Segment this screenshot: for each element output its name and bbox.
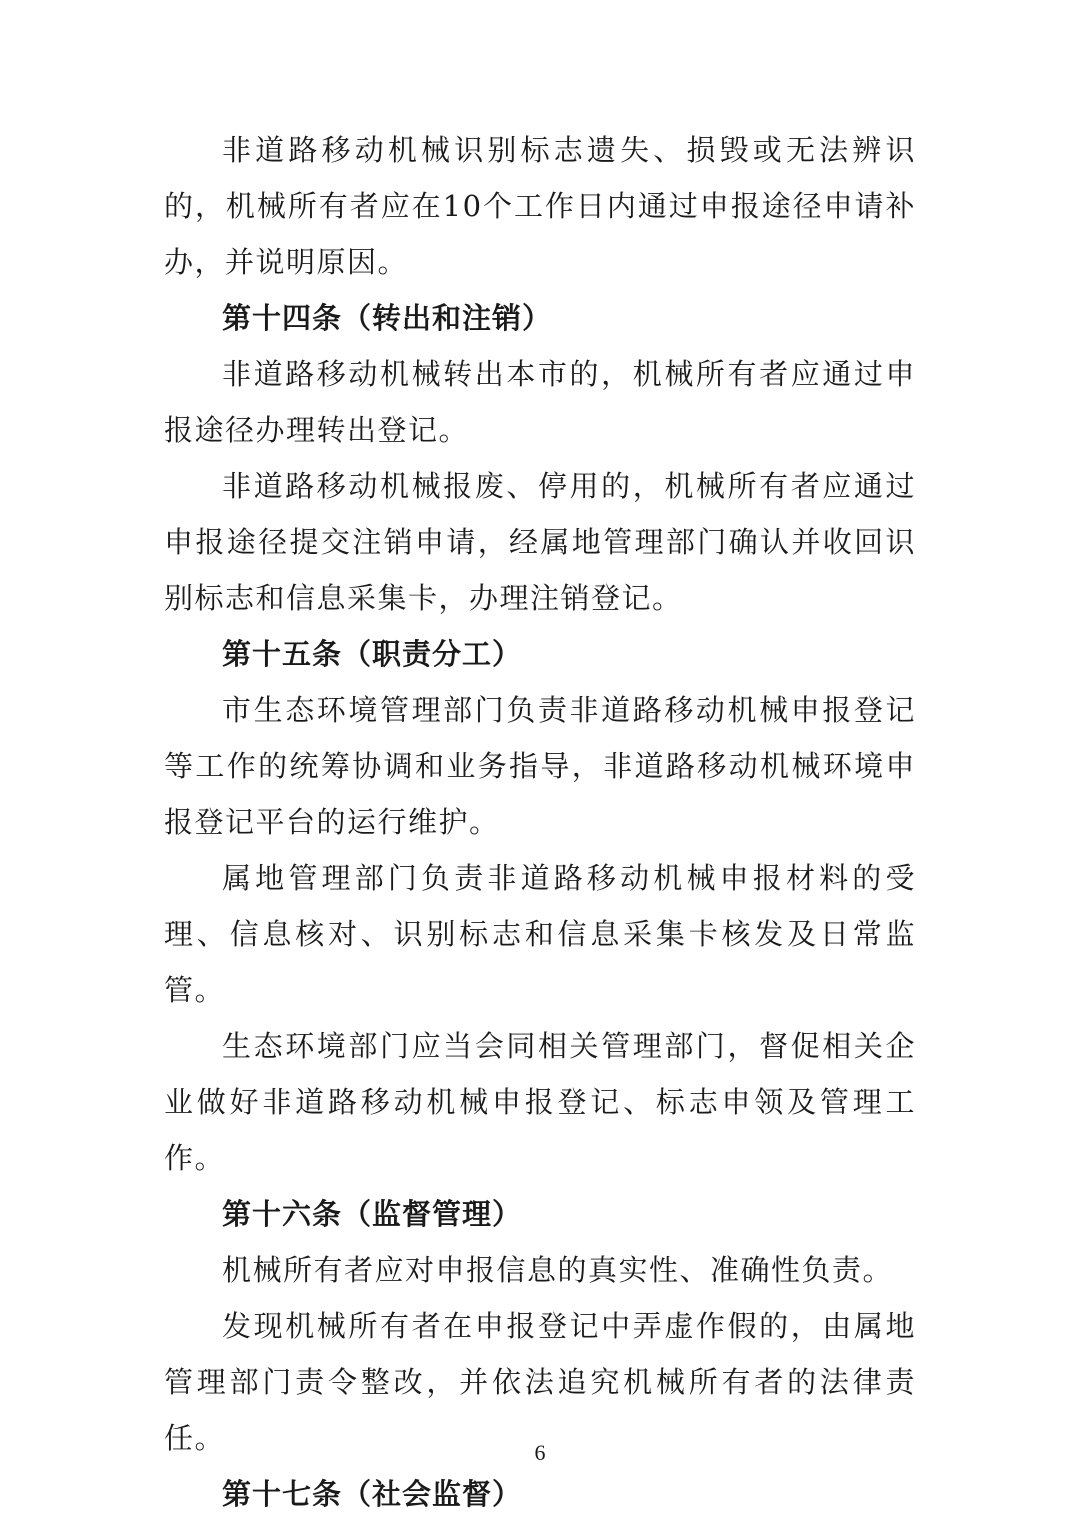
article-15-heading: 第十五条（职责分工）	[222, 637, 523, 671]
page-number: 6	[534, 1440, 546, 1465]
paragraph-transfer-out: 非道路移动机械转出本市的，机械所有者应通过申报途径办理转出登记。	[164, 357, 916, 447]
paragraph-lost-sign-reissue: 非道路移动机械识别标志遗失、损毁或无法辨识的，机械所有者应在10个工作日内通过申报途径申请补办，并说明原因。	[164, 133, 916, 279]
paragraph-city-department-duties: 市生态环境管理部门负责非道路移动机械申报登记等工作的统筹协调和业务指导，非道路移动机械环境申报登记平台的运行维护。	[164, 693, 916, 839]
article-14-heading: 第十四条（转出和注销）	[222, 301, 553, 335]
paragraph-environment-department-duties: 生态环境部门应当会同相关管理部门，督促相关企业做好非道路移动机械申报登记、标志申领及管理工作。	[164, 1029, 916, 1175]
article-16-heading: 第十六条（监督管理）	[222, 1197, 523, 1231]
paragraph-local-department-duties: 属地管理部门负责非道路移动机械申报材料的受理、信息核对、识别标志和信息采集卡核发及日常监管。	[164, 861, 916, 1007]
document-body	[164, 122, 916, 1522]
paragraph-deregistration: 非道路移动机械报废、停用的，机械所有者应通过申报途径提交注销申请，经属地管理部门确认并收回识别标志和信息采集卡，办理注销登记。	[164, 469, 916, 615]
article-17-heading: 第十七条（社会监督）	[222, 1477, 523, 1511]
paragraph-fraud-penalty: 发现机械所有者在申报登记中弄虚作假的，由属地管理部门责令整改，并依法追究机械所有者的法律责任。	[164, 1309, 916, 1455]
paragraph-owner-responsibility: 机械所有者应对申报信息的真实性、准确性负责。	[222, 1253, 894, 1287]
